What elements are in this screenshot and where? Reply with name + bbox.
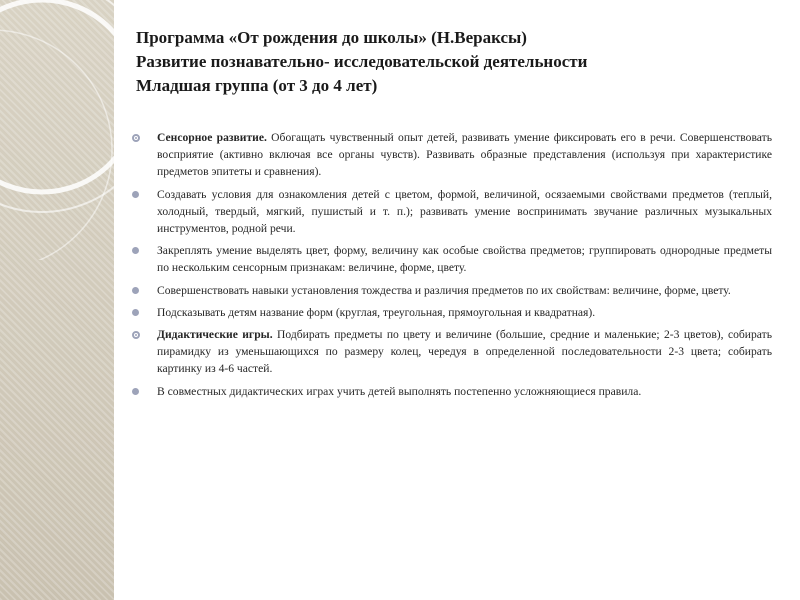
title-line-program: Программа «От рождения до школы» (Н.Вераксы) — [136, 28, 527, 47]
list-item — [132, 186, 772, 238]
slide-title — [136, 26, 776, 98]
bullet-icon — [132, 309, 139, 316]
list-item — [132, 326, 772, 378]
item-text: Подбирать предметы по цвету и величине (большие, средние и маленькие; 2-3 цветов), собирать пирамидку из уменьшающихся по размеру колец, чередуя в определенной последовательности 2-3 цвета; собирать картинку из 4-6 частей. — [157, 328, 772, 376]
bullet-icon — [132, 191, 139, 198]
item-text: В совместных дидактических играх учить детей выполнять постепенно усложняющиеся правила. — [157, 384, 642, 398]
bullet-icon — [132, 388, 139, 395]
title-line-group: Младшая группа (от 3 до 4 лет) — [136, 76, 378, 95]
title-line-topic: Развитие познавательно- исследовательской деятельности — [136, 52, 588, 71]
item-text: Обогащать чувственный опыт детей, развивать умение фиксировать его в речи. Совершенствовать восприятие (активно включая все органы чувств). Развивать образные представления (используя при характеристике предметов эпитеты и сравнения). — [157, 131, 772, 179]
list-item — [132, 304, 772, 321]
ring-bullet-icon — [132, 134, 140, 142]
bullet-list — [132, 129, 772, 405]
item-text: Совершенствовать навыки установления тождества и различия предметов по их свойствам: величине, форме, цвету. — [157, 283, 731, 297]
ring-bullet-icon — [132, 331, 140, 339]
item-text: Закреплять умение выделять цвет, форму, величину как особые свойства предметов; группировать однородные предметы по нескольким сенсорным признакам: величине, форме, цвету. — [157, 244, 772, 275]
item-lead: Сенсорное развитие. — [157, 131, 267, 144]
list-item — [132, 383, 772, 400]
bullet-icon — [132, 287, 139, 294]
item-text: Создавать условия для ознакомления детей с цветом, формой, величиной, осязаемыми свойствами предметов (теплый, холодный, твердый, мягкий, пушистый и т. п.); развивать умение воспринимать звучание различных музыкальных инструментов, родной речи. — [157, 187, 772, 236]
bullet-icon — [132, 247, 139, 254]
list-item — [132, 282, 772, 299]
list-item — [132, 129, 772, 181]
list-item — [132, 242, 772, 276]
item-lead: Дидактические игры. — [157, 328, 273, 342]
item-text: Подсказывать детям название форм (круглая, треугольная, прямоугольная и квадратная). — [157, 305, 596, 319]
